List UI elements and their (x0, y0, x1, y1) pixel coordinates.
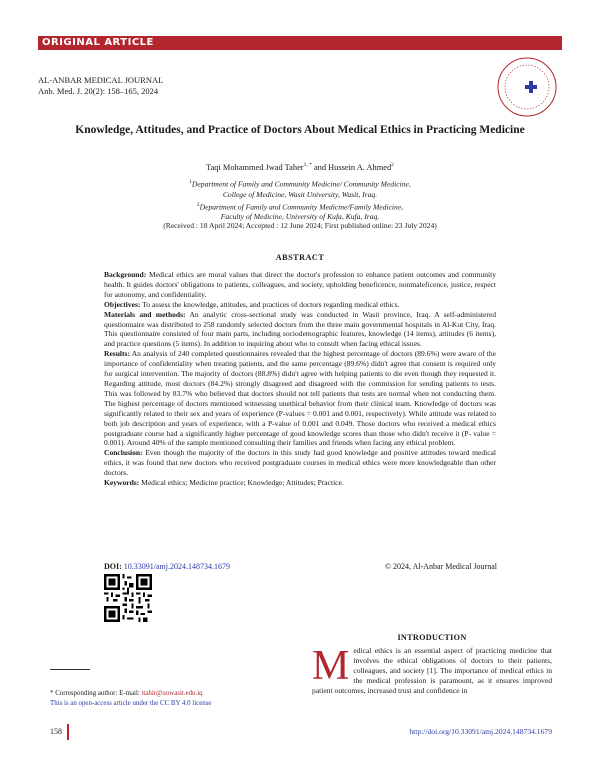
page-number: 158 (50, 727, 62, 736)
drop-cap: M (312, 643, 350, 689)
author-1-affiliation: 1, * (303, 162, 312, 168)
author-list (50, 160, 550, 173)
abstract-objectives: Objectives: To assess the knowledge, attitudes, and practices of doctors regarding medical ethics. (104, 299, 400, 309)
author-2: Hussein A. Ahmed (328, 162, 392, 172)
journal-name: AL-ANBAR MEDICAL JOURNAL (38, 75, 164, 85)
publication-dates: (Received : 18 April 2024; Accepted : 12 June 2024; First published online: 23 July 2024) (163, 221, 437, 230)
article-title: Knowledge, Attitudes, and Practice of Doctors About Medical Ethics in Practicing Medicine (75, 124, 525, 136)
journal-info (38, 75, 163, 97)
author-separator: and (311, 162, 329, 172)
corresponding-author-email[interactable]: ttahir@uowasit.edu.iq (141, 690, 203, 697)
affiliation-1-line-1: Department of Family and Community Medicine/ Community Medicine, (191, 179, 411, 189)
abstract-background: Background: Medical ethics are moral values that direct the doctor's profession to enhance patient outcomes and community health. It guides doctors' obligations to patients, colleagues, and society, upholding beneficence, nonmaleficence, justice, respect for autonomy, and confidentiality. (104, 270, 496, 299)
abstract-heading: ABSTRACT (275, 253, 325, 262)
article-type-banner (38, 36, 562, 50)
footnote-star: * (50, 690, 54, 697)
abstract-results: Results: An analysis of 240 completed questionnaires revealed that the highest percentage of doctors (89.6%) were aware of the importance of confidentiality when treating patients, and the same percentage (89.6%) didn't agree that consent is required only for surgical intervention. The majority of doctors (88.8%) didn't agree with helping patients to die even though they requested it. Regarding attitude, most doctors (84.2%) strongly disagreed and disagreed with the commission for sending patients to tests. This was followed by 83.7% who believed that doctors should not tell patients that tests are normal when not conducting them. The highest percentage of doctors mentioned witnessing unethical behavior from their clinical team. Knowledge of doctors was significantly related to their sex and years of experience (P-values = 0.001 and 0.001, respectively). While attitude was related to both job description and years of experience, with a P-value of 0.001 and 0.049. Those doctors who received a medical ethics postgraduate course had a significantly higher percentage of good knowledge scores than those who didn't receive it (P- value = 0.001). Around 40% of the sample mentioned consulting their families and friends when facing any ethical problem. (104, 349, 496, 448)
page-number-bar (67, 724, 69, 740)
qr-code-icon[interactable] (104, 574, 152, 622)
affiliation-1-line-2: College of Medicine, Wasit University, Wasit, Iraq. (222, 189, 378, 199)
introduction-text: edical ethics is an essential aspect of practicing medicine that involves the ethical obligations of doctors to their patients, colleagues, and society [1]. The importance of medical ethics in the medical profession is paramount, as it ensures improved patient outcomes, increased trust and confidence in (312, 646, 552, 695)
journal-logo-icon (496, 56, 558, 118)
introduction-body (312, 643, 552, 696)
author-2-affiliation: 2 (391, 162, 394, 168)
abstract-conclusion: Conclusion: Even though the majority of the doctors in this study had good knowledge and positive attitudes toward medical ethics, it was found that new doctors who received postgraduate courses in medical ethics were more knowledgeable than other doctors. (104, 448, 496, 478)
affiliations (80, 177, 520, 222)
author-1: Taqi Mohammed Jwad Taher (206, 162, 304, 172)
footnote (50, 689, 290, 708)
introduction-heading: INTRODUCTION (397, 633, 467, 642)
article-type-label: ORIGINAL ARTICLE (42, 37, 154, 48)
affiliation-2-number: 2 (196, 201, 200, 208)
affiliation-2-line-2: Faculty of Medicine, University of Kufa, Kufa, Iraq. (220, 212, 380, 222)
affiliation-1-number: 1 (189, 179, 192, 185)
doi-label: DOI: (104, 562, 122, 571)
doi-line (104, 562, 230, 571)
abstract-methods: Materials and methods: An analytic cross-sectional study was conducted in Wasit province, Iraq. A self-administered questionnaire was distributed to 258 randomly selected doctors from the three main governmental hospitals in Al-Kut City, Iraq. This questionnaire consisted of four main parts, including sociodemographic features, knowledge (14 items), attitudes (6 items), and practice questions (5 items). In addition to inquiring about who to consult when facing ethical issues. (104, 309, 496, 349)
license-notice[interactable]: This is an open-access article under the CC BY 4.0 license (50, 699, 212, 707)
affiliation-2-line-1: Department of Family and Community Medicine/Family Medicine, (199, 202, 404, 212)
footer-doi-link[interactable]: http://doi.org/10.33091/amj.2024.148734.1679 (409, 727, 552, 736)
abstract-keywords: Keywords: Medical ethics; Medicine practice; Knowledge; Attitudes; Practice. (104, 478, 344, 488)
corresponding-author-label: Corresponding author: E-mail: (55, 690, 142, 697)
journal-citation: Anb. Med. J. 20(2): 158–165, 2024 (38, 86, 159, 96)
footnote-divider (50, 669, 90, 670)
abstract-body (104, 270, 496, 488)
copyright-notice: © 2024, Al-Anbar Medical Journal (384, 562, 497, 571)
doi-link[interactable]: 10.33091/amj.2024.148734.1679 (123, 562, 230, 571)
